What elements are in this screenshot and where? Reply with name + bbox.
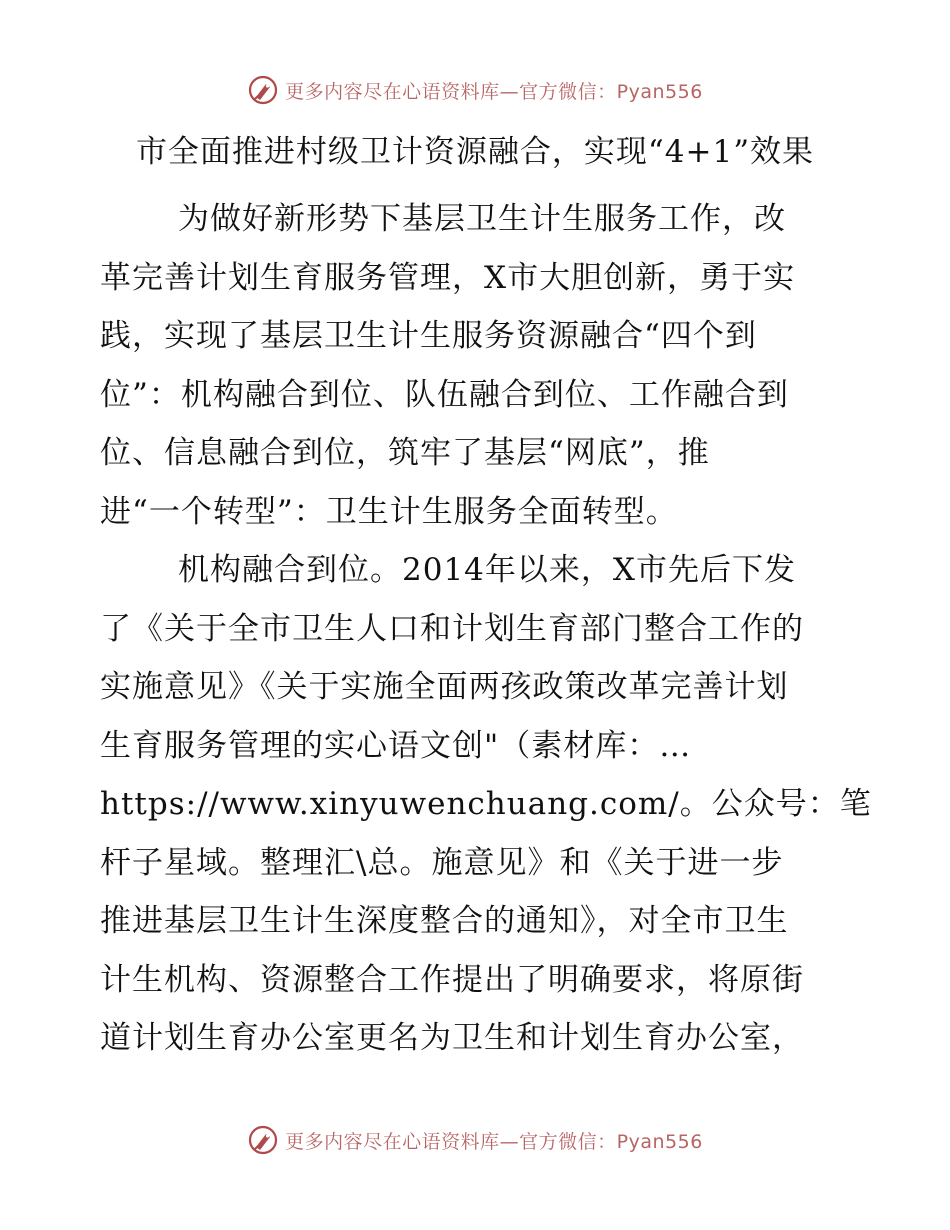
- paragraph-1-line: 践，实现了基层卫生计生服务资源融合“四个到: [100, 318, 757, 354]
- paragraph-2-line: 实施意见》《关于实施全面两孩政策改革完善计划: [100, 669, 789, 705]
- paragraph-2-line: https://www.xinyuwenchuang.com/。公众号：笔: [100, 786, 872, 822]
- pen-nib-logo-icon: [247, 74, 279, 106]
- paragraph-2-line: 杆子星域。整理汇\总。施意见》和《关于进一步: [100, 844, 784, 881]
- header-banner-text: 更多内容尽在心语资料库—官方微信：Pyan556: [285, 80, 703, 103]
- paragraph-1-line: 为做好新形势下基层卫生计生服务工作，改: [178, 201, 786, 237]
- pen-nib-logo-icon: [247, 1124, 279, 1156]
- paragraph-2-line: 计生机构、资源整合工作提出了明确要求，将原街: [100, 961, 804, 998]
- footer-banner[interactable]: [0, 1120, 950, 1160]
- header-banner[interactable]: [0, 70, 950, 110]
- paragraph-1-line: 进“一个转型”：卫生计生服务全面转型。: [100, 493, 678, 530]
- document-title: 市全面推进村级卫计资源融合，实现“4+1”效果: [135, 134, 815, 170]
- paragraph-2-line: 机构融合到位。2014年以来，X市先后下发: [178, 552, 796, 588]
- paragraph-1-line: 革完善计划生育服务管理，X市大胆创新，勇于实: [100, 259, 796, 296]
- document-body: [100, 190, 872, 1068]
- paragraph-2-line: 生育服务管理的实心语文创"（素材库：…: [100, 727, 692, 764]
- paragraph-1-line: 位、信息融合到位，筑牢了基层“网底”，推: [100, 435, 710, 471]
- paragraph-1-line: 位”：机构融合到位、队伍融合到位、工作融合到: [100, 376, 789, 413]
- paragraph-2-line: 道计划生育办公室更名为卫生和计划生育办公室，: [100, 1020, 804, 1056]
- footer-banner-text: 更多内容尽在心语资料库—官方微信：Pyan556: [285, 1130, 703, 1153]
- paragraph-2-line: 了《关于全市卫生人口和计划生育部门整合工作的: [100, 610, 804, 647]
- paragraph-2-line: 推进基层卫生计生深度整合的通知》，对全市卫生: [100, 903, 789, 939]
